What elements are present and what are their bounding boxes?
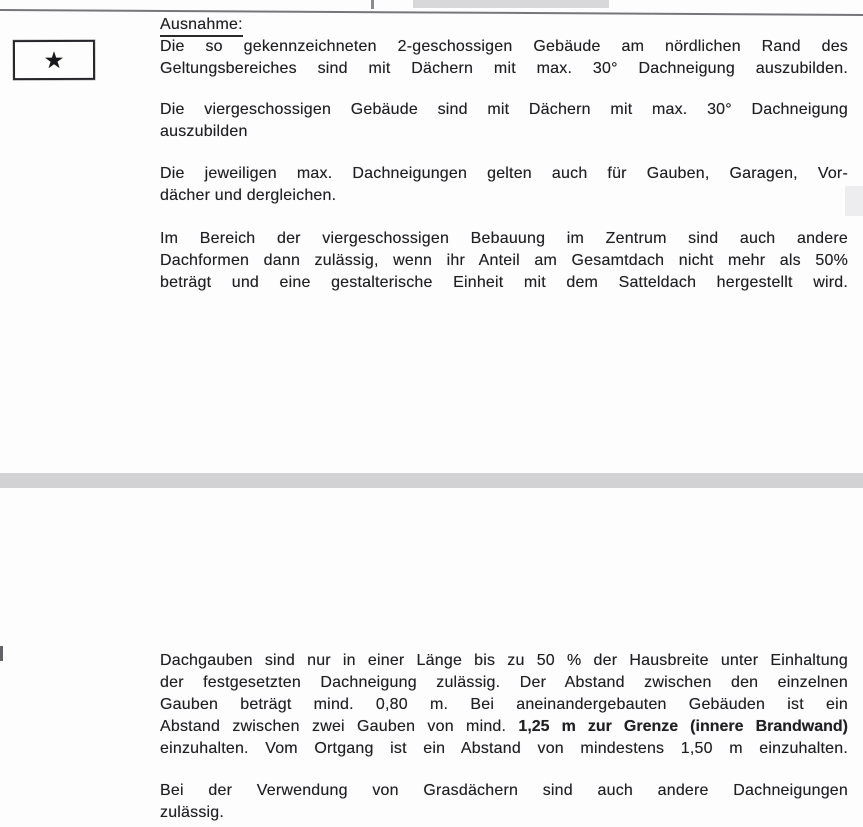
scanner-edge-tick — [371, 0, 374, 9]
text-line — [160, 163, 848, 185]
text-line — [160, 716, 848, 738]
paragraph-grasdaecher — [160, 780, 848, 824]
text-line — [160, 780, 848, 802]
text-line — [160, 185, 848, 207]
text-run: Dachgauben sind nur in einer Länge bis zu 50 % der Hausbreite unter Einhaltung — [160, 652, 848, 669]
text-run: Geltungsbereiches sind mit Dächern mit max. 30° Dachneigung auszubilden. — [160, 60, 848, 77]
text-line — [160, 58, 848, 80]
paragraph-max-dachneigung — [160, 163, 848, 207]
paragraph-4storey — [160, 99, 848, 143]
text-run: Dachformen dann zulässig, wenn ihr Anteil am Gesamtdach nicht mehr als 50% — [160, 252, 848, 269]
paragraph-dachgauben — [160, 650, 848, 760]
lower-text-section — [160, 650, 848, 824]
text-run: Die jeweiligen max. Dachneigungen gelten auch für Gauben, Garagen, Vor- — [160, 165, 848, 182]
paragraph-exception-2storey — [160, 36, 848, 80]
text-line — [160, 738, 848, 760]
text-run: Die viergeschossigen Gebäude sind mit Dächern mit max. 30° Dachneigung — [160, 101, 848, 118]
text-line — [160, 228, 848, 250]
upper-text-section — [160, 14, 848, 294]
text-line — [160, 672, 848, 694]
text-run: dächer und dergleichen. — [160, 187, 337, 204]
text-line — [160, 802, 848, 824]
text-line — [160, 694, 848, 716]
text-line — [160, 121, 848, 143]
bold-text-run: 1,25 m zur Grenze (innere Brandwand) — [518, 718, 848, 735]
text-run: Bei der Verwendung von Grasdächern sind auch andere Dachneigungen — [160, 782, 848, 799]
legend-star-box — [13, 40, 95, 80]
section-heading-row — [160, 14, 848, 36]
text-run: zulässig. — [160, 804, 225, 821]
text-run: einzuhalten. Vom Ortgang ist ein Abstand von mindestens 1,50 m einzuhalten. — [160, 740, 848, 757]
text-run: Abstand zwischen zwei Gauben von mind. — [160, 718, 519, 735]
scanner-edge-patch — [413, 0, 609, 8]
text-run: der festgesetzten Dachneigung zulässig. Der Abstand zwischen den einzelnen — [160, 674, 848, 691]
text-line — [160, 650, 848, 672]
scan-artifact — [0, 646, 3, 661]
text-run: Gauben beträgt mind. 0,80 m. Bei aneinandergebauten Gebäuden ist ein — [160, 696, 848, 713]
text-line — [160, 272, 848, 294]
text-run: auszubilden — [160, 123, 248, 140]
text-line — [160, 36, 848, 58]
section-divider-band — [0, 473, 863, 488]
section-heading: Ausnahme: — [160, 15, 243, 37]
paragraph-zentrum-dachformen — [160, 228, 848, 294]
star-icon: ★ — [43, 46, 65, 73]
text-run: beträgt und eine gestalterische Einheit mit dem Satteldach hergestellt wird. — [160, 274, 848, 291]
text-run: Im Bereich der viergeschossigen Bebauung im Zentrum sind auch andere — [160, 230, 848, 247]
text-run: Die so gekennzeichneten 2-geschossigen Gebäude am nördlichen Rand des — [160, 38, 848, 55]
text-line — [160, 250, 848, 272]
text-line — [160, 99, 848, 121]
